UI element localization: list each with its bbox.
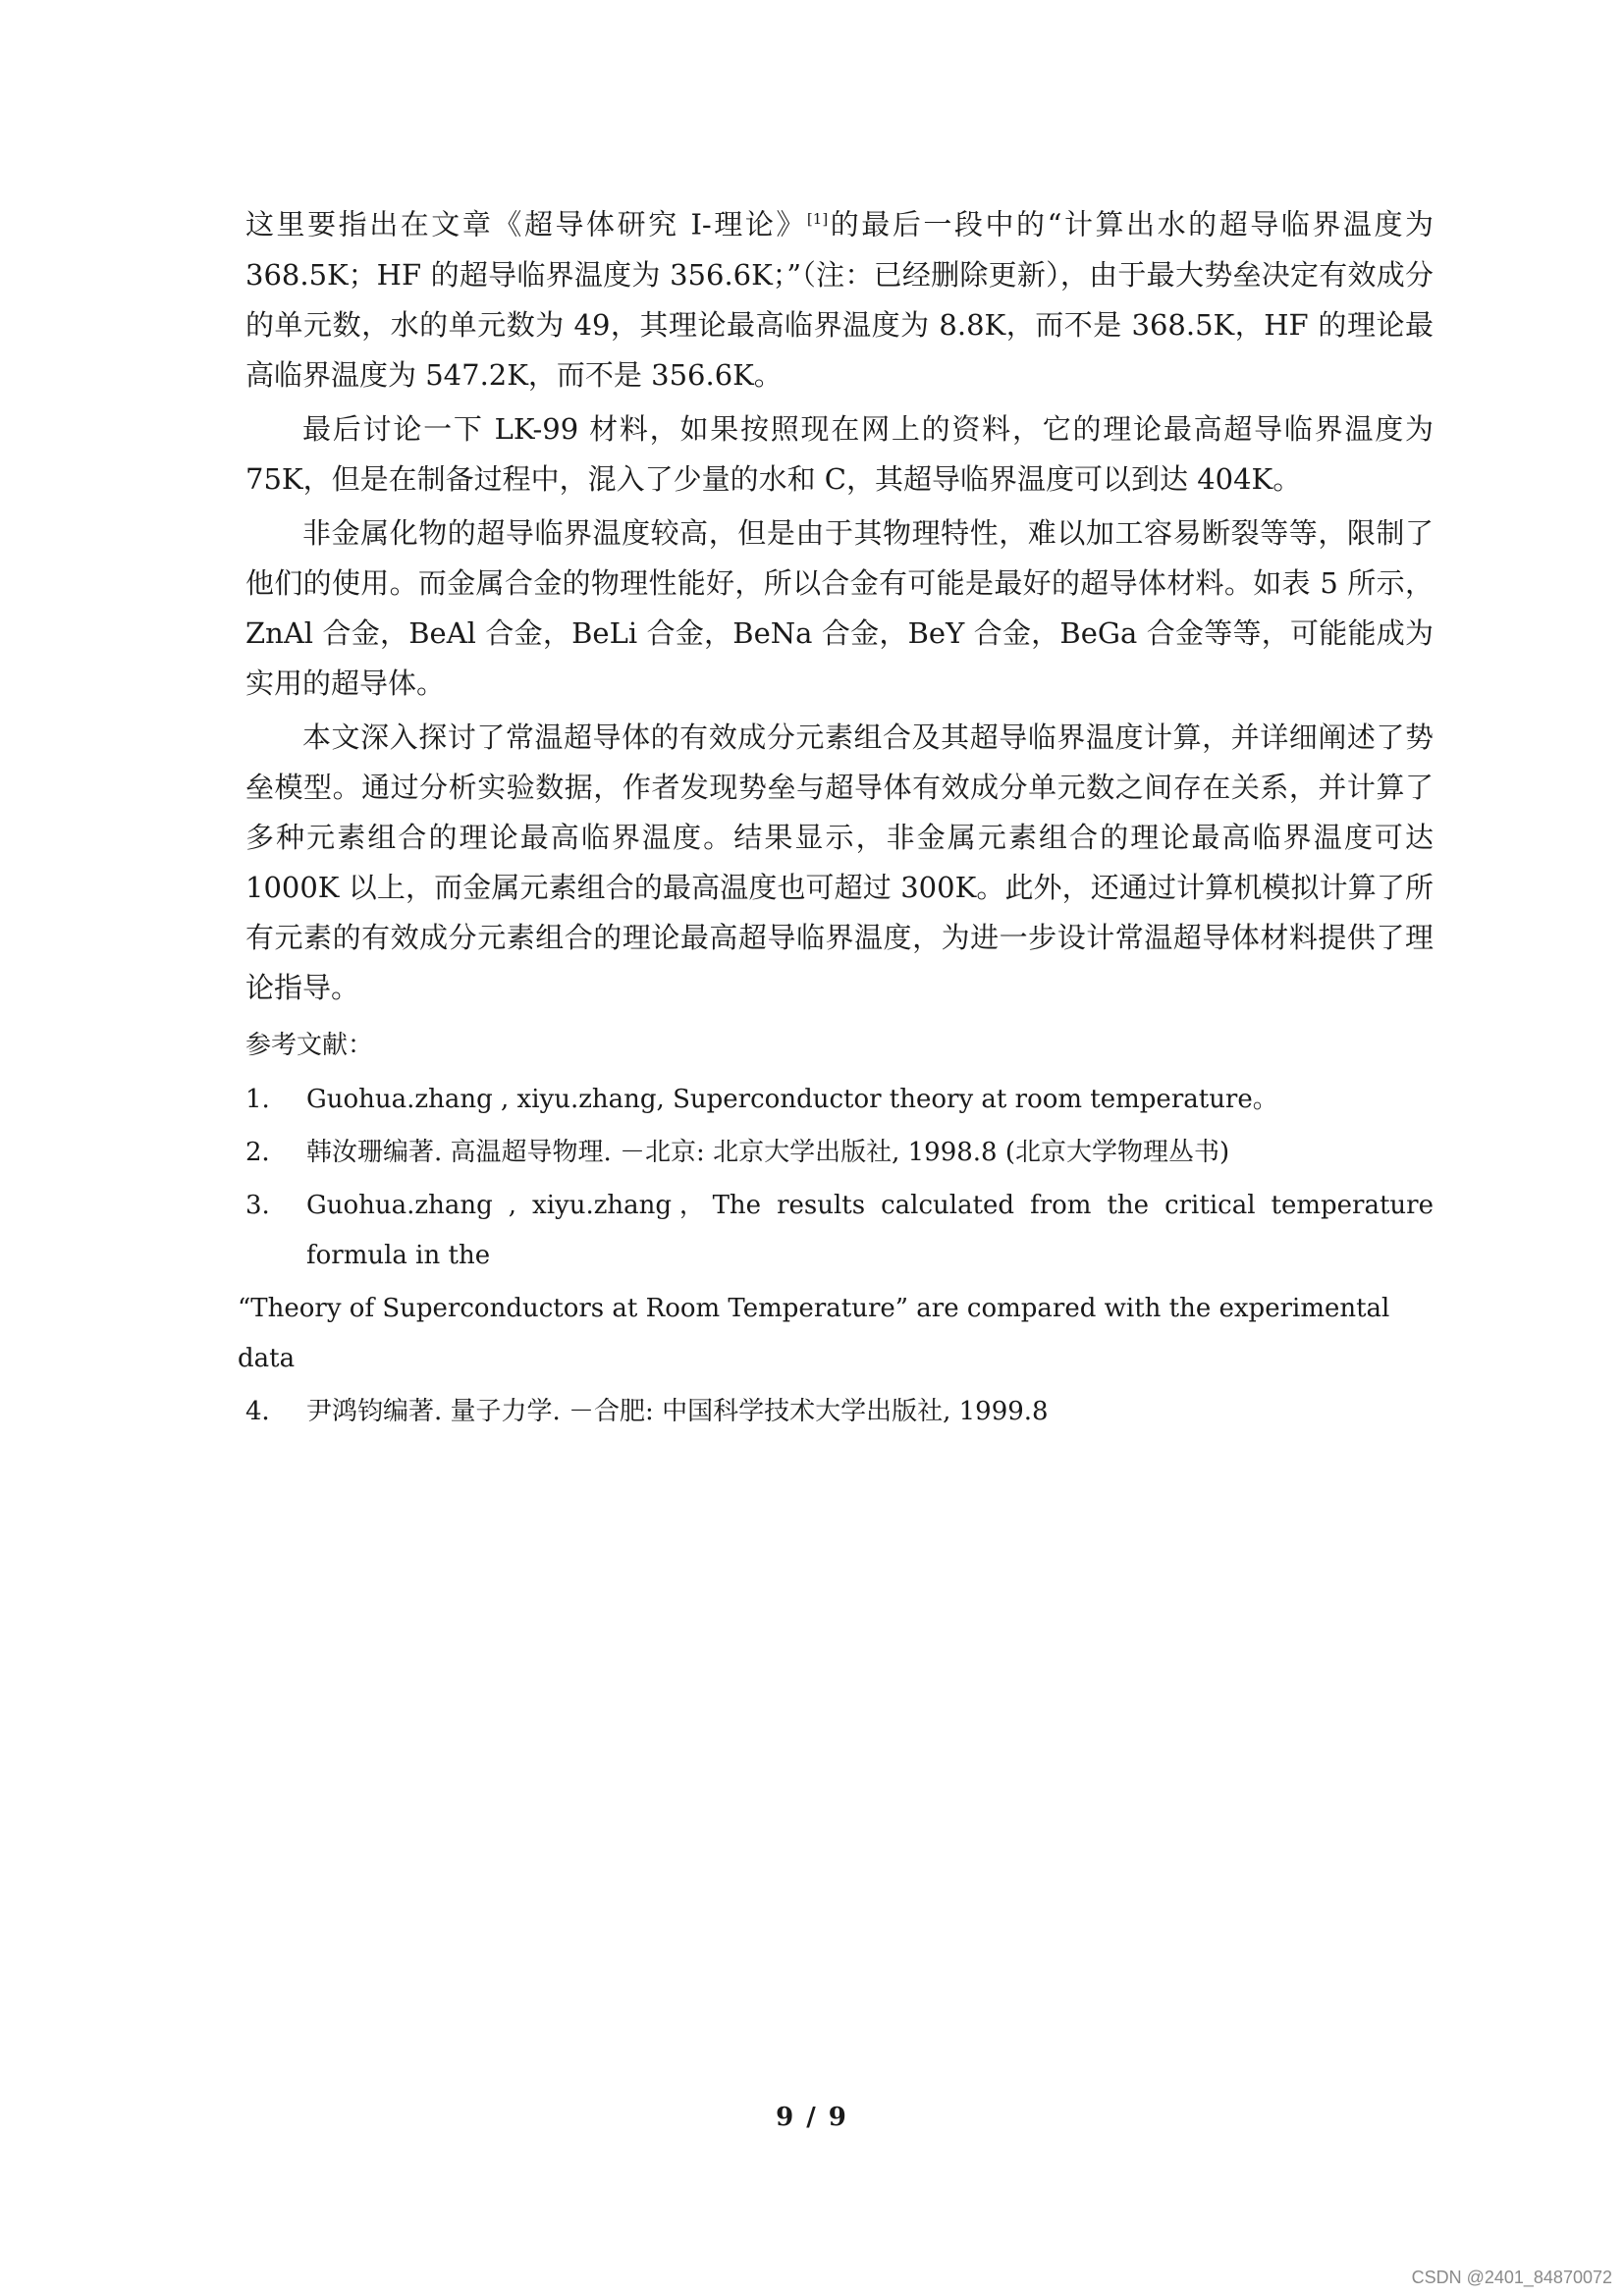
body-text	[245, 194, 1434, 1017]
reference-number: 4．	[245, 1397, 288, 1426]
reference-text: 韩汝珊编著. 高温超导物理. －北京: 北京大学出版社, 1998.8 (北京大学物理丛书)	[306, 1138, 1230, 1167]
page-number: 9 / 9	[776, 2103, 848, 2132]
reference-text-line-1: Guohua.zhang , xiyu.zhang，The results calculated from the critical temperature formula in the	[306, 1191, 1434, 1270]
reference-item-continuation	[238, 1284, 1434, 1384]
reference-number: 1.	[245, 1085, 270, 1114]
watermark: CSDN @2401_84870072	[1411, 2268, 1612, 2287]
reference-text: Guohua.zhang , xiyu.zhang, Superconductor theory at room temperature。	[306, 1085, 1278, 1114]
reference-item	[245, 1128, 1434, 1178]
reference-text: 尹鸿钧编著. 量子力学. －合肥: 中国科学技术大学出版社, 1999.8	[306, 1397, 1049, 1426]
references-title: 参考文献：	[245, 1031, 374, 1060]
reference-item	[245, 1181, 1434, 1281]
references-section	[238, 1021, 1434, 1440]
reference-number: 2．	[245, 1138, 288, 1167]
reference-text-line-2: “Theory of Superconductors at Room Temperature” are compared with the experimental data	[238, 1294, 1390, 1373]
paragraph-1	[245, 194, 1434, 400]
reference-number: 3.	[245, 1191, 270, 1220]
paragraph-4: 本文深入探讨了常温超导体的有效成分元素组合及其超导临界温度计算，并详细阐述了势垒模型。通过分析实验数据，作者发现势垒与超导体有效成分单元数之间存在关系，并计算了多种元素组合的理论最高临界温度。结果显示，非金属元素组合的理论最高临界温度可达 1000K 以上，而金属元素组合的最高温度也可超过 300K。此外，还通过计算机模拟计算了所有元素的有效成分元素组合的理论最高超导临界温度，为进一步设计常温超导体材料提供了理论指导。	[245, 720, 1434, 1004]
paragraph-2: 最后讨论一下 LK-99 材料，如果按照现在网上的资料，它的理论最高超导临界温度为 75K，但是在制备过程中，混入了少量的水和 C，其超导临界温度可以到达 404K。	[245, 411, 1434, 496]
reference-item	[245, 1387, 1434, 1437]
reference-text	[306, 1181, 1434, 1281]
paragraph-3: 非金属化物的超导临界温度较高，但是由于其物理特性，难以加工容易断裂等等，限制了他们的使用。而金属合金的物理性能好，所以合金有可能是最好的超导体材料。如表 5 所示，ZnAl 合金，BeAl 合金，BeLi 合金，BeNa 合金，BeY 合金，BeGa 合金等等，可能能成为实用的超导体。	[245, 515, 1434, 700]
paragraph-1-text-b: 的最后一段中的“计算出水的超导临界温度为 368.5K；HF 的超导临界温度为 356.6K；”（注：已经删除更新），由于最大势垒决定有效成分的单元数，水的单元数为 49，其理论最高临界温度为 8.8K，而不是 368.5K，HF 的理论最高临界温度为 547.2K，而不是 356.6K。	[245, 207, 1434, 392]
paragraph-1-text-a: 这里要指出在文章《超导体研究 I-理论》	[245, 207, 807, 241]
reference-item	[245, 1075, 1434, 1125]
citation-superscript: [1]	[806, 210, 829, 228]
